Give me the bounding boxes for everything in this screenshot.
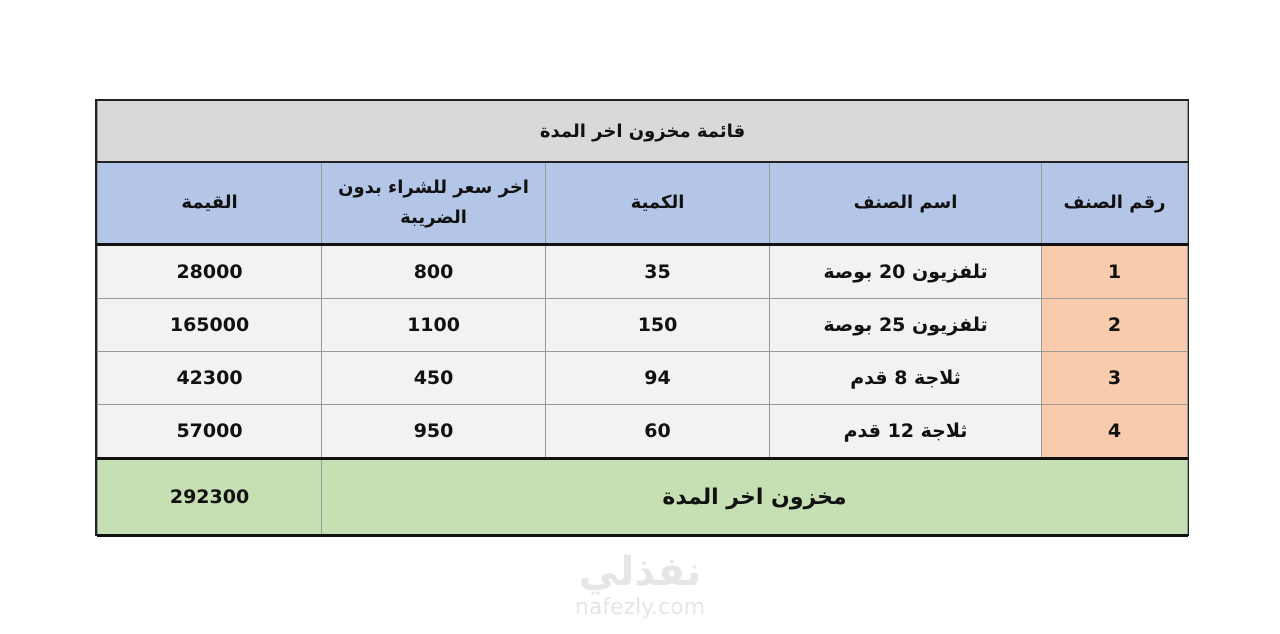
inventory-table (97, 99, 1188, 537)
header-item-number: رقم الصنف (1042, 162, 1188, 245)
value-cell: 42300 (98, 352, 322, 405)
total-row (98, 459, 1188, 536)
header-item-name: اسم الصنف (770, 162, 1042, 245)
watermark-latin-text: nafezly.com (574, 595, 706, 620)
header-value: القيمة (98, 162, 322, 245)
price-cell: 800 (322, 245, 546, 299)
value-cell: 165000 (98, 299, 322, 352)
price-cell: 1100 (322, 299, 546, 352)
item-number-cell: 4 (1042, 405, 1188, 459)
watermark-arabic-text: نفذلي (578, 549, 702, 595)
item-number-cell: 1 (1042, 245, 1188, 299)
item-name-cell: ثلاجة 8 قدم (770, 352, 1042, 405)
header-row (98, 162, 1188, 245)
total-label: مخزون اخر المدة (322, 459, 1188, 536)
quantity-cell: 94 (546, 352, 770, 405)
nafezly-watermark (540, 548, 740, 620)
table-title: قائمة مخزون اخر المدة (98, 100, 1188, 162)
item-name-cell: تلفزيون 25 بوصة (770, 299, 1042, 352)
inventory-sheet (95, 99, 1189, 536)
item-number-cell: 2 (1042, 299, 1188, 352)
value-cell: 57000 (98, 405, 322, 459)
price-cell: 950 (322, 405, 546, 459)
quantity-cell: 60 (546, 405, 770, 459)
table-row (98, 352, 1188, 405)
quantity-cell: 150 (546, 299, 770, 352)
header-last-purchase-price: اخر سعر للشراء بدون الضريبة (322, 162, 546, 245)
table-row (98, 299, 1188, 352)
total-value: 292300 (98, 459, 322, 536)
table-row (98, 405, 1188, 459)
title-row (98, 100, 1188, 162)
item-name-cell: ثلاجة 12 قدم (770, 405, 1042, 459)
quantity-cell: 35 (546, 245, 770, 299)
item-number-cell: 3 (1042, 352, 1188, 405)
price-cell: 450 (322, 352, 546, 405)
header-quantity: الكمية (546, 162, 770, 245)
item-name-cell: تلفزيون 20 بوصة (770, 245, 1042, 299)
value-cell: 28000 (98, 245, 322, 299)
table-row (98, 245, 1188, 299)
